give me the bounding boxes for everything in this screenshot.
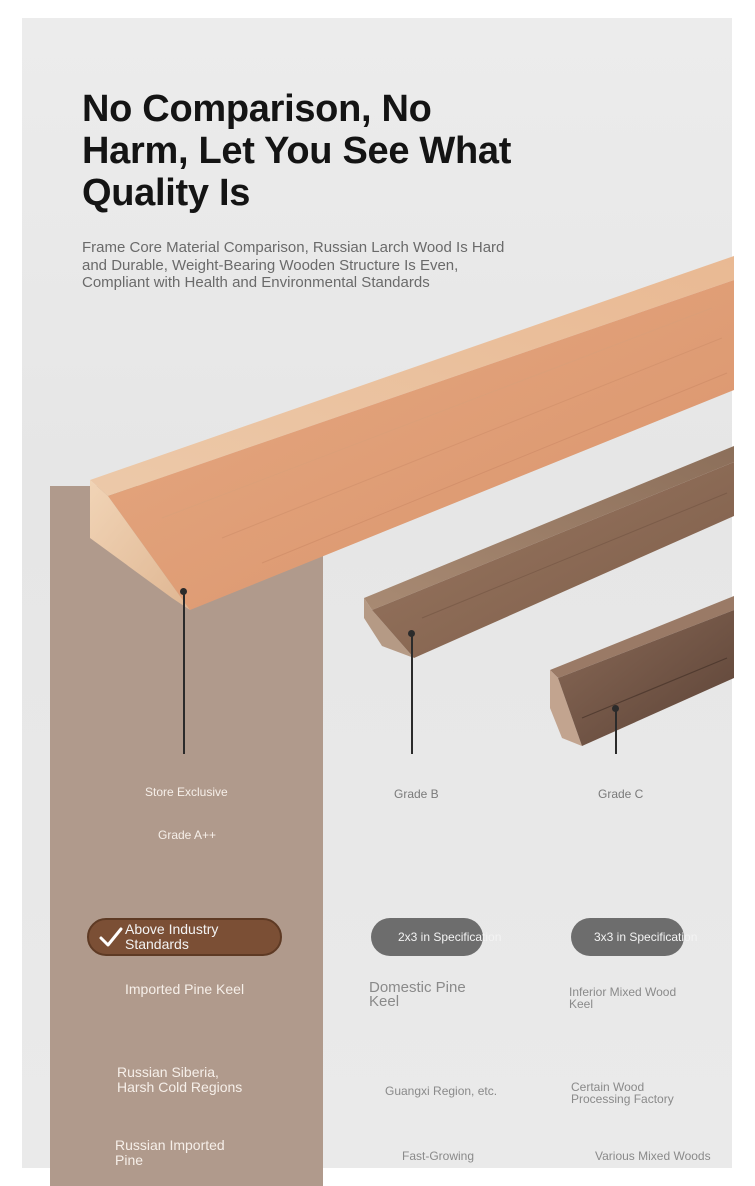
- grade-b-marker-line: [411, 634, 413, 754]
- grade-a-marker-line: [183, 592, 185, 754]
- source-c: Various Mixed Woods: [595, 1149, 711, 1163]
- material-c: Inferior Mixed Wood Keel: [569, 985, 677, 1011]
- subheadline: Frame Core Material Comparison, Russian Larch Wood Is Hard and Durable, Weight-Bearing Wooden Structure Is Even, Compliant with Health and Environmental Standards: [82, 239, 505, 291]
- spec-2x3-badge: [371, 918, 502, 956]
- grade-b-label: Grade B: [394, 787, 439, 801]
- grade-a-label: Grade A++: [158, 828, 217, 842]
- origin-a: Russian Siberia, Harsh Cold Regions: [117, 1064, 243, 1095]
- headline: No Comparison, No Harm, Let You See What Quality Is: [82, 88, 512, 214]
- source-b: Fast-Growing: [402, 1149, 475, 1163]
- checkmark-icon: [99, 926, 123, 948]
- grade-c-label: Grade C: [598, 787, 644, 801]
- above-standards-text: Above Industry Standards: [125, 921, 219, 952]
- above-standards-badge: [87, 918, 282, 956]
- material-b: Domestic Pine Keel: [369, 979, 466, 1010]
- origin-b: Guangxi Region, etc.: [385, 1084, 498, 1098]
- source-a: Russian Imported Pine: [115, 1137, 225, 1168]
- spec-3x3-badge: [571, 918, 698, 956]
- material-a: Imported Pine Keel: [125, 981, 245, 997]
- grade-c-beam: [550, 596, 734, 746]
- store-exclusive-label: Store Exclusive: [145, 785, 228, 799]
- spec-2x3-text: 2x3 in Specification: [398, 930, 502, 944]
- comparison-panel: [22, 18, 732, 1168]
- origin-c: Certain Wood Processing Factory: [571, 1080, 674, 1106]
- spec-3x3-text: 3x3 in Specification: [594, 930, 698, 944]
- wood-beams-illustration: [22, 18, 732, 778]
- grade-c-marker-line: [615, 708, 617, 754]
